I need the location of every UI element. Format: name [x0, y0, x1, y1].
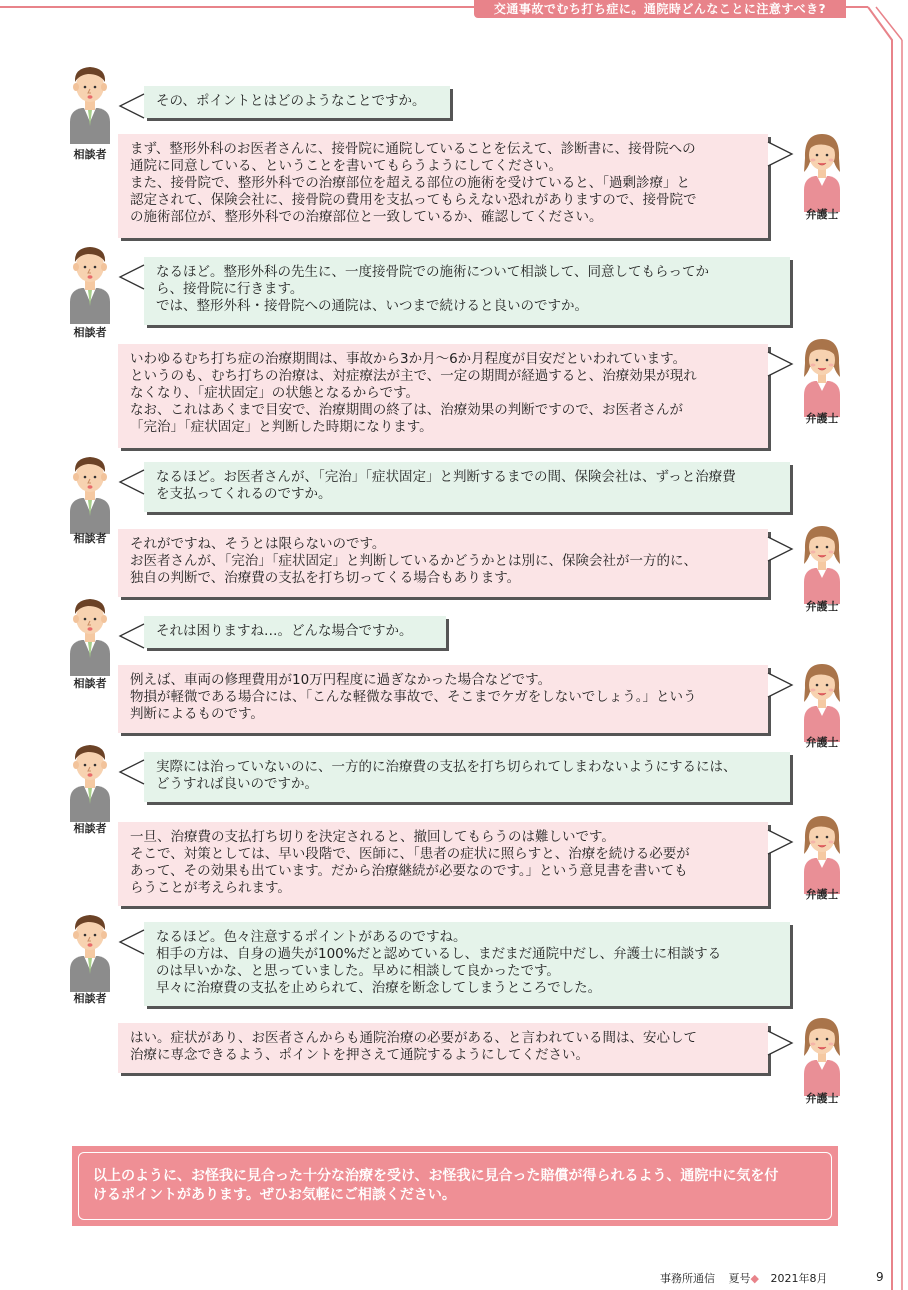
speech-tail-icon: [766, 139, 796, 169]
lawyer-avatar: [796, 333, 848, 417]
lawyer-speech-bubble: それがですね、そうとは限らないのです。 お医者さんが、「完治」「症状固定」と判断しているかどうかとは別に、保険会社が一方的に、 独自の判断で、治療費の支払を打ち切ってくる場合もあります。: [118, 529, 768, 597]
speech-tail-icon: [116, 757, 146, 787]
lawyer-avatar: [796, 520, 848, 604]
speech-tail-icon: [116, 91, 146, 121]
diamond-icon: ◆: [750, 1272, 759, 1285]
lawyer-role-label: 弁護士: [805, 412, 839, 425]
speech-tail-icon: [116, 467, 146, 497]
closing-notice-text: 以上のように、お怪我に見合った十分な治療を受け、お怪我に見合った賠償が得られるよう、通院中に気を付 けるポイントがあります。ぜひお気軽にご相談ください。: [78, 1152, 832, 1220]
client-role-label: 相談者: [73, 677, 107, 690]
lawyer-avatar: [796, 1012, 848, 1096]
client-speech-bubble: なるほど。色々注意するポイントがあるのですね。 相手の方は、自身の過失が100%だと認めているし、まだまだ通院中だし、弁護士に相談する のは早いかな、と思っていました。早めに相談して良かったです。 早々に治療費の支払を止められて、治療を断念してしまうところでした。: [144, 922, 790, 1006]
lawyer-speech-bubble: まず、整形外科のお医者さんに、接骨院に通院していることを伝えて、診断書に、接骨院への 通院に同意している、ということを書いてもらうようにしてください。 また、接骨院で、整形外科での治療部位を超える部位の施術を受けていると、「過剰診療」と 認定されて、保険会社に、接骨院の費用を支払ってもらえない恐れがありますので、接骨院で の施術部位が、整形外科での治療部位と一致しているか、確認してください。: [118, 134, 768, 238]
client-speech-bubble: 実際には治っていないのに、一方的に治療費の支払を打ち切られてしまわないようにするには、 どうすれば良いのですか。: [144, 752, 790, 802]
page-number: 9: [876, 1270, 884, 1284]
client-role-label: 相談者: [73, 532, 107, 545]
lawyer-avatar: [796, 658, 848, 742]
footer-date: 2021年8月: [770, 1272, 828, 1285]
client-speech-bubble: その、ポイントとはどのようなことですか。: [144, 86, 450, 118]
speech-tail-icon: [766, 349, 796, 379]
speech-tail-icon: [116, 621, 146, 651]
client-role-label: 相談者: [73, 992, 107, 1005]
client-avatar: [64, 738, 116, 822]
client-role-label: 相談者: [73, 822, 107, 835]
lawyer-avatar: [796, 810, 848, 894]
speech-tail-icon: [766, 1028, 796, 1058]
lawyer-role-label: 弁護士: [805, 888, 839, 901]
client-avatar: [64, 592, 116, 676]
speech-tail-icon: [116, 927, 146, 957]
footer-issue: 夏号: [728, 1272, 751, 1285]
lawyer-speech-bubble: 例えば、車両の修理費用が10万円程度に過ぎなかった場合などです。 物損が軽微である場合には、「こんな軽微な事故で、そこまでケガをしないでしょう。」という 判断によるものです。: [118, 665, 768, 733]
page-header-title: 交通事故でむち打ち症に。通院時どんなことに注意すべき?: [474, 0, 846, 18]
client-role-label: 相談者: [73, 148, 107, 161]
lawyer-role-label: 弁護士: [805, 208, 839, 221]
closing-notice: [72, 1146, 838, 1226]
client-avatar: [64, 908, 116, 992]
client-speech-bubble: なるほど。お医者さんが、「完治」「症状固定」と判断するまでの間、保険会社は、ずっと治療費 を支払ってくれるのですか。: [144, 462, 790, 512]
lawyer-speech-bubble: 一旦、治療費の支払打ち切りを決定されると、撤回してもらうのは難しいです。 そこで、対策としては、早い段階で、医師に、「患者の症状に照らすと、治療を続ける必要が あって、その効果も出ています。だから治療継続が必要なのです。」という意見書を書いても らうことが考えられます。: [118, 822, 768, 906]
lawyer-role-label: 弁護士: [805, 1092, 839, 1105]
client-avatar: [64, 240, 116, 324]
speech-tail-icon: [766, 670, 796, 700]
lawyer-speech-bubble: いわゆるむち打ち症の治療期間は、事故から3か月〜6か月程度が目安だといわれています。 というのも、むち打ちの治療は、対症療法が主で、一定の期間が経過すると、治療効果が現れ なくなり、「症状固定」の状態となるからです。 なお、これはあくまで目安で、治療期間の終了は、治療効果の判断ですので、お医者さんが 「完治」「症状固定」と判断した時期になります。: [118, 344, 768, 448]
client-speech-bubble: それは困りますね…。どんな場合ですか。: [144, 616, 446, 648]
client-avatar: [64, 450, 116, 534]
speech-tail-icon: [116, 262, 146, 292]
speech-tail-icon: [766, 534, 796, 564]
footer-publication: 事務所通信: [660, 1272, 715, 1285]
client-avatar: [64, 60, 116, 144]
lawyer-avatar: [796, 128, 848, 212]
footer: [660, 1270, 890, 1286]
lawyer-role-label: 弁護士: [805, 600, 839, 613]
client-role-label: 相談者: [73, 326, 107, 339]
lawyer-speech-bubble: はい。症状があり、お医者さんからも通院治療の必要がある、と言われている間は、安心して 治療に専念できるよう、ポイントを押さえて通院するようにしてください。: [118, 1023, 768, 1073]
lawyer-role-label: 弁護士: [805, 736, 839, 749]
speech-tail-icon: [766, 827, 796, 857]
client-speech-bubble: なるほど。整形外科の先生に、一度接骨院での施術について相談して、同意してもらってか ら、接骨院に行きます。 では、整形外科・接骨院への通院は、いつまで続けると良いのですか。: [144, 257, 790, 325]
